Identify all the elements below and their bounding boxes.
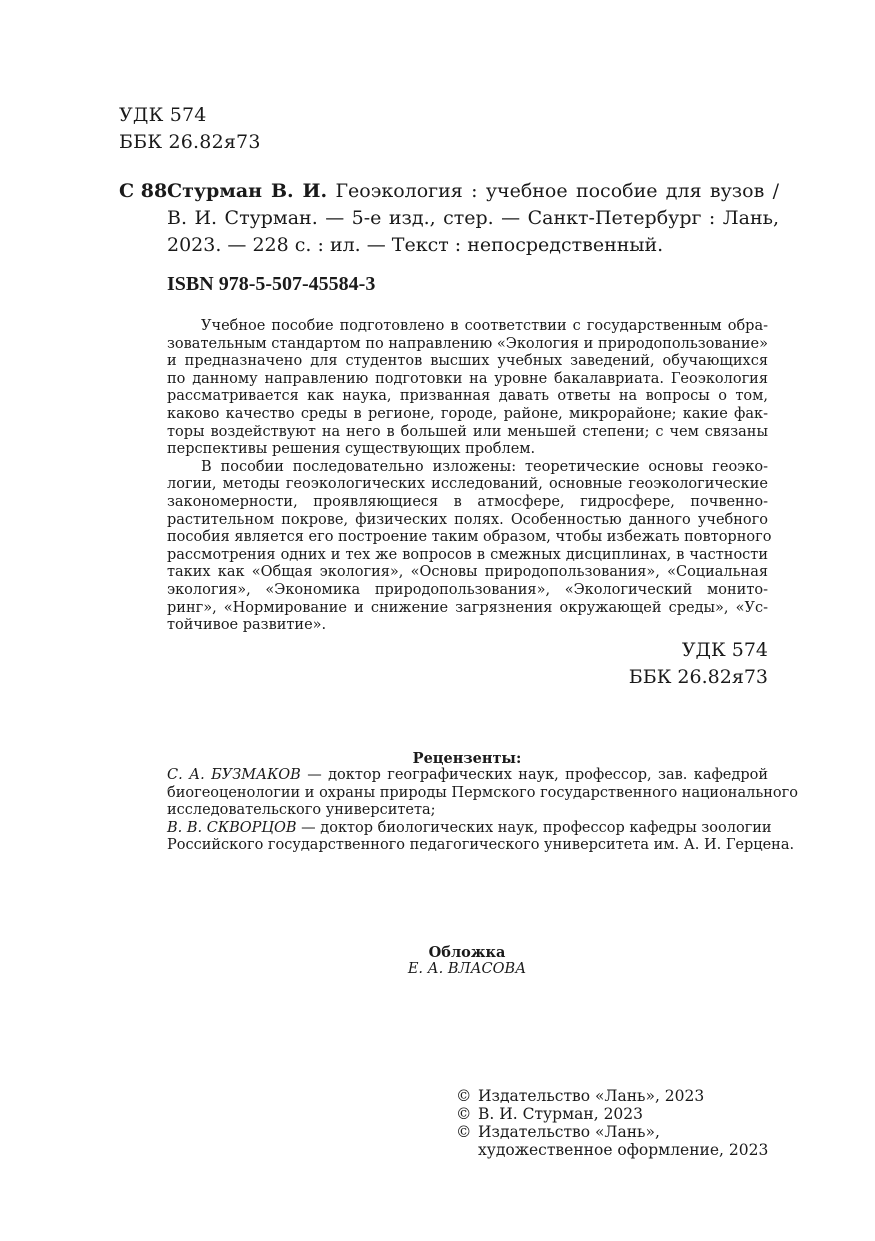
- reviewer-1-line-2: биогеоценологии и охраны природы Пермского государственного национального: [167, 784, 798, 801]
- annotation-line: экология», «Экономика природопользования», «Экологический монито-: [167, 581, 768, 598]
- annotation-line: тойчивое развитие».: [167, 617, 327, 634]
- annotation-line: рассмотрения одних и тех же вопросов в смежных дисциплинах, в частности: [167, 546, 768, 563]
- bbk-code: ББК 26.82я73: [628, 666, 768, 688]
- copyright-block: [456, 1087, 768, 1159]
- reviewer-1-name: С. А. БУЗМАКОВ: [167, 767, 301, 783]
- copyright-author: В. И. Стурман, 2023: [478, 1105, 644, 1123]
- copyright-row: [456, 1087, 768, 1105]
- cover-title: Обложка: [428, 944, 506, 961]
- annotation-line: по данному направлению подготовки на уровне бакалавриата. Геоэкология: [167, 370, 768, 387]
- classification-top: [119, 102, 261, 156]
- copyright-publisher: Издательство «Лань», 2023: [478, 1087, 705, 1105]
- reviewer-2-title: — доктор биологических наук, профессор кафедры зоологии: [296, 819, 772, 836]
- author-mark: С 88: [119, 180, 168, 202]
- author-name: Стурман В. И.: [167, 180, 328, 202]
- annotation-line: таких как «Общая экология», «Основы природопользования», «Социальная: [167, 564, 768, 581]
- copyright-row: [456, 1141, 768, 1159]
- annotation-line: торы воздействуют на него в большей или меньшей степени; с чем связаны: [167, 423, 768, 440]
- copyright-publisher-design: Издательство «Лань»,: [478, 1123, 660, 1141]
- isbn: ISBN 978-5-507-45584-3: [167, 273, 376, 295]
- annotation-line: и предназначено для студентов высших учебных заведений, обучающихся: [167, 353, 768, 370]
- biblio-line-2: В. И. Стурман. — 5-е изд., стер. — Санкт-Петербург : Лань,: [167, 207, 779, 229]
- annotation-line: пособия является его построение таким образом, чтобы избежать повторного: [167, 529, 772, 546]
- copyright-design-note: художественное оформление, 2023: [478, 1141, 769, 1159]
- copyright-icon: ©: [456, 1105, 472, 1123]
- reviewer-2-line-1: [167, 819, 772, 838]
- reviewer-1-title: — доктор географических наук, профессор, зав. кафедрой: [300, 767, 768, 783]
- annotation-line: Учебное пособие подготовлено в соответствии с государственным обра-: [201, 318, 768, 334]
- copyright-row: [456, 1123, 768, 1141]
- annotation-line: зовательным стандартом по направлению «Экология и природопользование»: [167, 335, 768, 352]
- copyright-icon: ©: [456, 1087, 472, 1105]
- bibliographic-record: [167, 178, 779, 259]
- annotation-line: ринг», «Нормирование и снижение загрязнения окружающей среды», «Ус-: [167, 599, 768, 616]
- cover-designer: Е. А. ВЛАСОВА: [407, 961, 527, 977]
- reviewers-title: Рецензенты:: [412, 750, 522, 767]
- biblio-line-1: [167, 178, 779, 205]
- reviewers-list: [167, 767, 798, 855]
- annotation-line: растительном покрове, физических полях. Особенностью данного учебного: [167, 511, 768, 528]
- udk-code: УДК 574: [119, 104, 207, 126]
- copyright-icon: ©: [456, 1123, 472, 1141]
- udk-code: УДК 574: [681, 639, 768, 661]
- biblio-line-3: 2023. — 228 с. : ил. — Текст : непосредственный.: [167, 234, 664, 256]
- annotation-line: рассматривается как наука, призванная давать ответы на вопросы о том,: [167, 388, 768, 405]
- copyright-row: [456, 1105, 768, 1123]
- reviewer-2-line-2: Российского государственного педагогического университета им. А. И. Герцена.: [167, 837, 795, 854]
- reviewer-2-name: В. В. СКВОРЦОВ: [167, 819, 297, 836]
- reviewer-1-line-1: [167, 767, 768, 785]
- bbk-code: ББК 26.82я73: [119, 131, 261, 153]
- annotation-line: закономерности, проявляющиеся в атмосфере, гидросфере, почвенно-: [167, 493, 768, 510]
- annotation: [167, 318, 772, 635]
- biblio-title: Геоэкология : учебное пособие для вузов /: [327, 180, 779, 202]
- reviewer-1-line-3: исследовательского университета;: [167, 802, 436, 819]
- annotation-line: логии, методы геоэкологических исследований, основные геоэкологические: [167, 476, 768, 493]
- annotation-line: перспективы решения существующих проблем.: [167, 441, 536, 458]
- annotation-line: каково качество среды в регионе, городе, районе, микрорайоне; какие фак-: [167, 405, 768, 422]
- classification-bottom: [629, 637, 768, 691]
- annotation-line: В пособии последовательно изложены: теоретические основы геоэко-: [201, 458, 768, 475]
